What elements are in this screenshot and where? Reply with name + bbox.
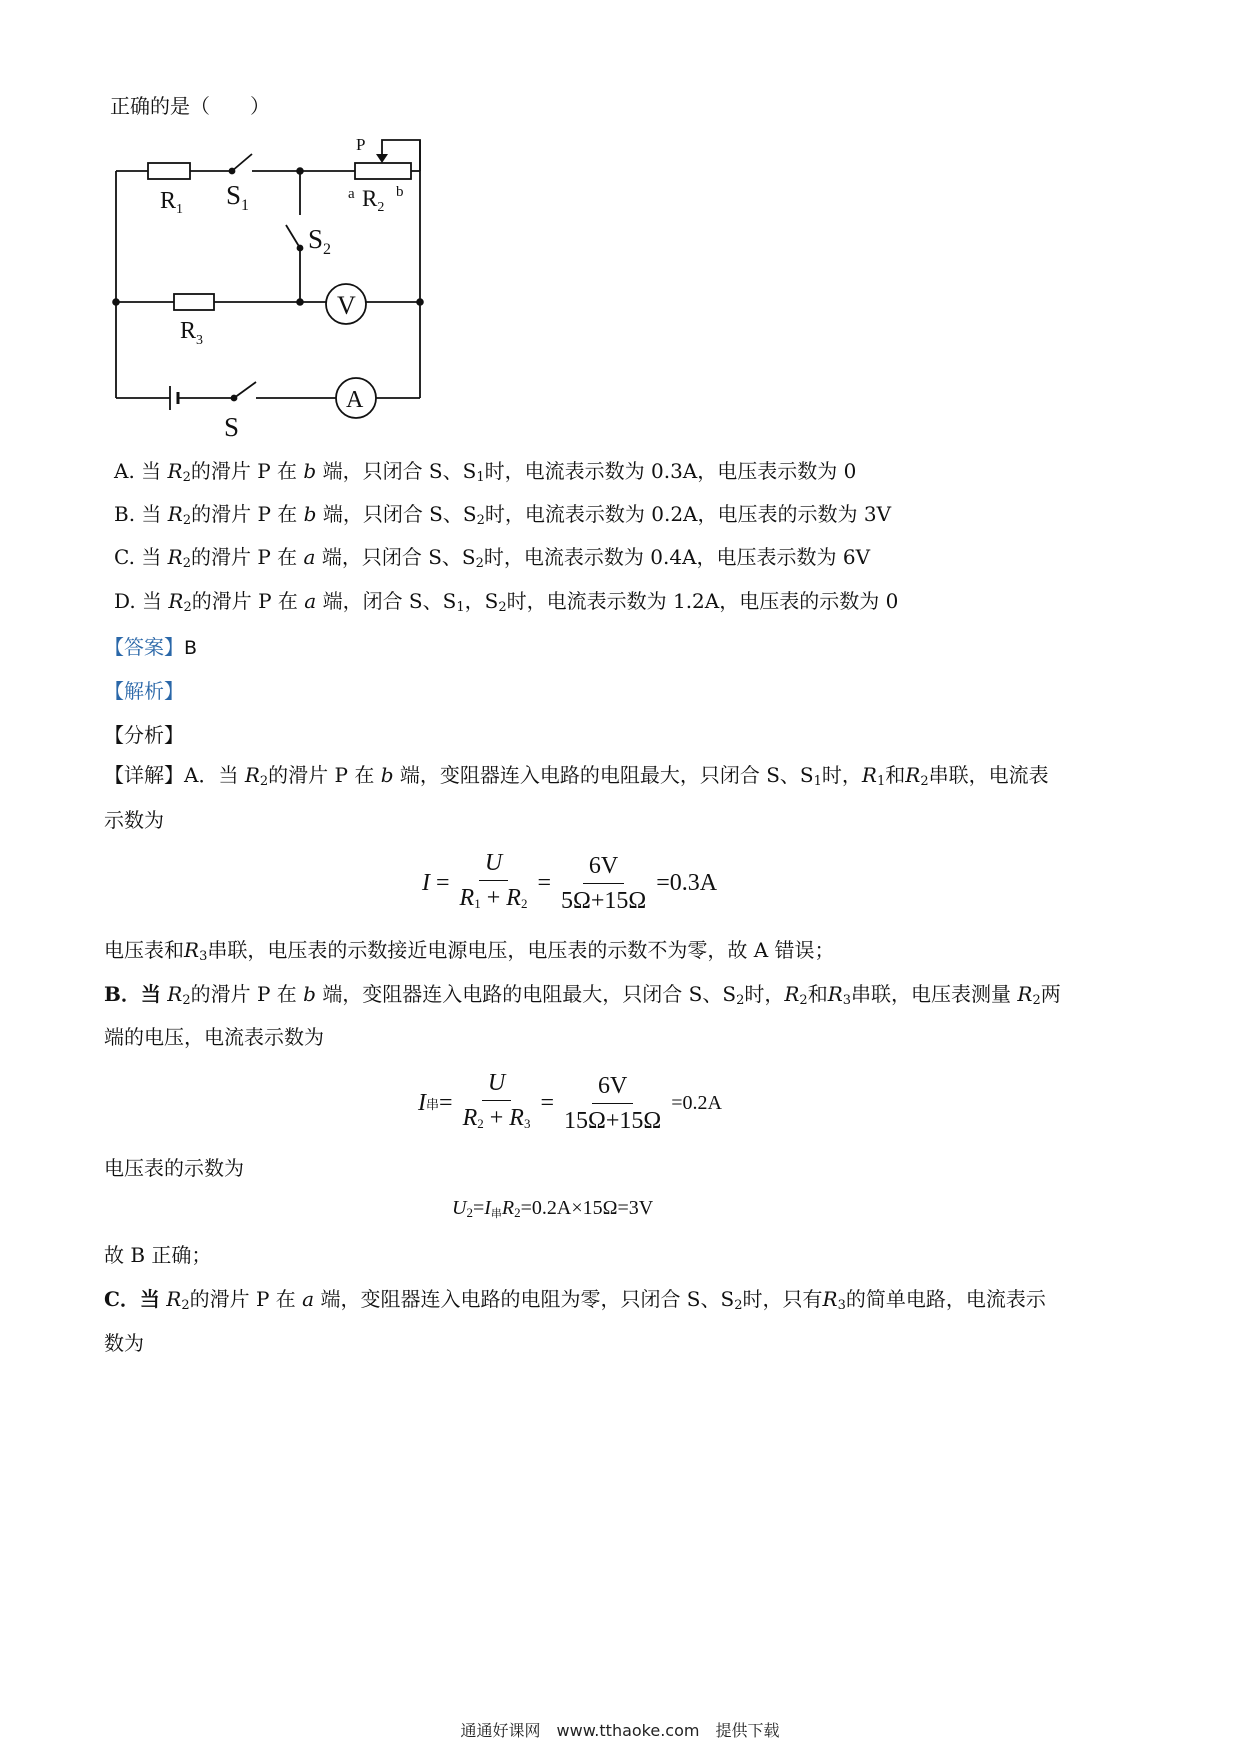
detail-a-line1: 【详解】A．当 $R_2$的滑片 P 在 b 端，变阻器连入电路的电阻最大，只闭合 S、$S_1$时，$R_1$和$R_2$串联，电流表	[104, 763, 1049, 789]
label-b: b	[396, 184, 404, 200]
detail-c-line2: 数为	[104, 1331, 144, 1355]
answer-value: B	[184, 637, 198, 659]
analysis-tag: 【解析】	[104, 679, 184, 703]
footer-watermark: 通通好课网 www.tthaoke.com 提供下载	[460, 1721, 780, 1740]
detail-b-line3: 电压表的示数为	[104, 1156, 244, 1180]
label-r3: $R_3$	[180, 318, 204, 348]
label-r2: $R_2$	[362, 186, 385, 215]
label-r1: $R_1$	[160, 188, 184, 217]
detail-b-line1: B．当 $R_2$的滑片 P 在 b 端，变阻器连入电路的电阻最大，只闭合 S、$S_2$时，$R_2$和$R_3$串联，电压表测量 $R_2$两	[104, 982, 1061, 1008]
label-s1: $S_1$	[226, 180, 250, 214]
label-s: S	[224, 412, 240, 442]
option-a: A. 当 $R_2$的滑片 P 在 b 端，只闭合 S、$S_1$时，电流表示数为 0.3A，电压表示数为 0	[114, 459, 857, 485]
answer-tag: 【答案】	[104, 635, 184, 659]
detail-b-line2: 端的电压，电流表示数为	[104, 1025, 324, 1049]
equation-2: I 串 = $\frac{U}{R_2 + R_3}$ = $\frac{6V}{15\Omega+15\Omega}$ =0.2A	[418, 1070, 722, 1134]
resistor-r1	[148, 163, 190, 179]
equation-3: $U_2=I$串$R_2=0.2A\times 15\Omega=3V$	[452, 1197, 654, 1220]
equation-1: I = $\frac{U}{R_1 + R_2}$ = $\frac{6V}{5\Omega+15\Omega}$ =0.3A	[422, 850, 718, 914]
label-a: a	[348, 186, 355, 202]
label-p: P	[356, 135, 366, 154]
detail-b-line4: 故 B 正确；	[104, 1243, 212, 1267]
label-s2: $S_2$	[308, 224, 332, 258]
switch-s1	[232, 154, 252, 171]
resistor-r3	[174, 294, 214, 310]
option-c: C. 当 $R_2$的滑片 P 在 a 端，只闭合 S、$S_2$时，电流表示数为 0.4A，电压表示数为 6V	[114, 545, 871, 571]
rheostat-r2	[355, 163, 411, 179]
fenxi-tag: 【分析】	[104, 723, 184, 747]
detail-a-line2: 示数为	[104, 808, 164, 832]
circuit-diagram	[100, 130, 440, 450]
label-a-meter: A	[346, 387, 364, 413]
detail-c-line1: C．当 $R_2$的滑片 P 在 a 端，变阻器连入电路的电阻为零，只闭合 S、$S_2$时，只有$R_3$的简单电路，电流表示	[104, 1287, 1046, 1313]
option-d: D. 当 $R_2$的滑片 P 在 a 端，闭合 S、$S_1$，$S_2$时，电流表示数为 1.2A，电压表的示数为 0	[114, 589, 899, 615]
answer-line	[104, 631, 197, 660]
label-v: V	[337, 291, 356, 320]
detail-a-line3: 电压表和$R_3$串联，电压表的示数接近电源电压，电压表的示数不为零，故 A 错误；	[104, 938, 835, 964]
question-stem: 正确的是（ ）	[110, 94, 270, 118]
switch-s	[234, 382, 256, 398]
switch-s2	[286, 225, 300, 248]
option-b: B. 当 $R_2$的滑片 P 在 b 端，只闭合 S、$S_2$时，电流表示数为 0.2A，电压表的示数为 3V	[114, 502, 892, 528]
